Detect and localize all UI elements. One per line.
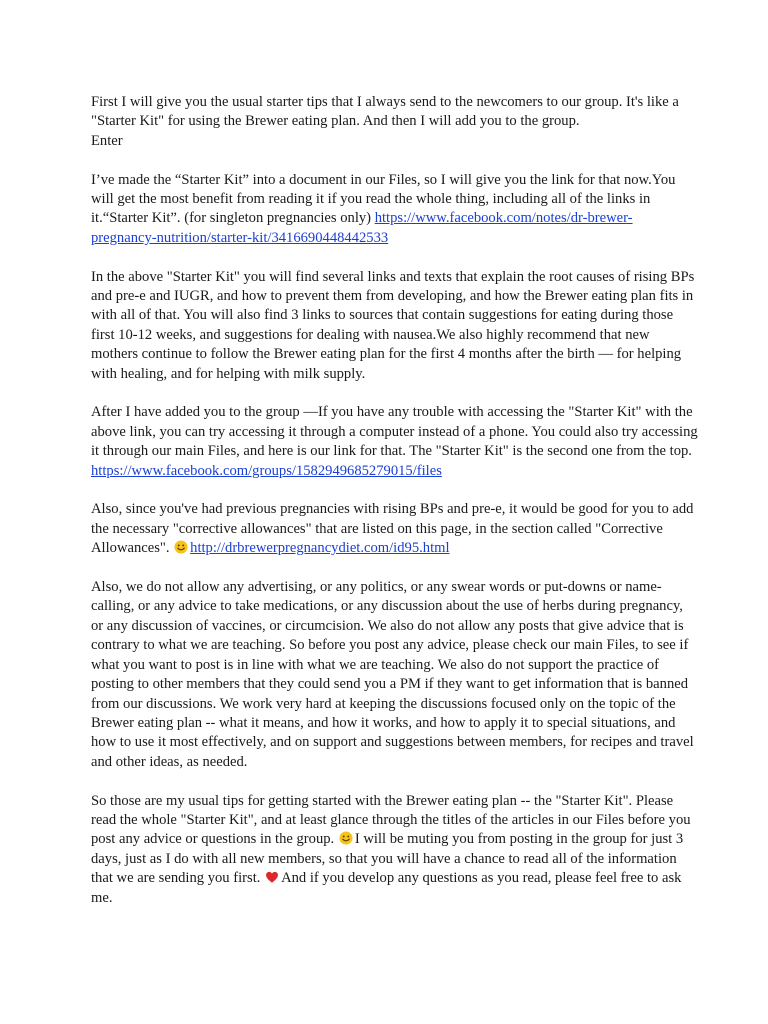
paragraph-intro (91, 93, 698, 151)
paragraph-gap (91, 151, 698, 170)
paragraph-gap (91, 481, 698, 500)
paragraph-starter-kit-contents (91, 268, 698, 384)
paragraph-group-rules (91, 578, 698, 772)
paragraph-files-access (91, 403, 698, 481)
files-access-text: After I have added you to the group —If you have any trouble with accessing the "Starter Kit" with the above link, you can try accessing it through a computer instead of a phone. You could also try accessing it through our main Files, and here is our link for that. The "Starter Kit" is the second one from the top. (91, 404, 698, 460)
smiley-emoji-icon (174, 540, 188, 554)
paragraph-gap (91, 559, 698, 578)
closing-text-c: And if you develop any questions as you read, please feel free to ask me. (91, 870, 682, 906)
starter-kit-text: I’ve made the “Starter Kit” into a document in our Files, so I will give you the link for that now.You will get the most benefit from reading it if you read the whole thing, including all of the links in it.“Starter Kit”. (for singleton pregnancies only) (91, 171, 676, 227)
closing-text-b: I will be muting you from posting in the group for just 3 days, just as I do with all new members, so that you will have a chance to read all of the information that we are sending you first. (91, 831, 684, 887)
group-rules-text: Also, we do not allow any advertising, or any politics, or any swear words or put-downs or name-calling, or any advice to take medications, or any discussion about the use of herbs during pregnancy, or any discussion of vaccines, or circumcision. We also do not allow any posts that give advice that is contrary to what we are teaching. So before you post any advice, please check our main Files, to see if what you want to post is in line with what we are teaching. We also do not support the practice of posting to other members that they could send you a PM if they want to get information that is banned from our discussions. We work very hard at keeping the discussions focused only on the topic of the Brewer eating plan -- what it means, and how it works, and how to apply it to special situations, and how to use it most effectively, and on support and suggestions between members, for recipes and travel and other ideas, as needed. (91, 579, 694, 770)
red-heart-emoji-icon (265, 870, 279, 884)
intro-text: First I will give you the usual starter tips that I always send to the newcomers to our group. It's like a "Starter Kit" for using the Brewer eating plan. And then I will add you to the group. (91, 94, 679, 130)
paragraph-corrective-allowances (91, 500, 698, 558)
paragraph-starter-kit-link (91, 171, 698, 249)
starter-kit-contents-text: In the above "Starter Kit" you will find several links and texts that explain the root causes of rising BPs and pre-e and IUGR, and how to prevent them from developing, and how the Brewer eating plan fits in with all of that. You will also find 3 links to sources that contain suggestions for eating during those first 10-12 weeks, and suggestions for dealing with nausea.We also highly recommend that new mothers continue to follow the Brewer eating plan for the first 4 months after the birth — for helping with healing, and for helping with milk supply. (91, 268, 695, 382)
starter-kit-link[interactable]: https://www.facebook.com/notes/dr-brewer-pregnancy-nutrition/starter-kit/3416690448442533 (91, 210, 633, 246)
corrective-allowances-text: Also, since you've had previous pregnancies with rising BPs and pre-e, it would be good for you to add the necessary "corrective allowances" that are listed on this page, in the section called "Corrective Allowances". (91, 501, 694, 557)
corrective-allowances-link[interactable]: http://drbrewerpregnancydiet.com/id95.html (190, 540, 450, 557)
closing-text-a: So those are my usual tips for getting started with the Brewer eating plan -- the "Starter Kit". Please read the whole "Starter Kit", and at least glance through the titles of the articles in our Files before you post any advice or questions in the group. (91, 792, 691, 848)
paragraph-closing (91, 792, 698, 908)
smiley-emoji-icon (339, 831, 353, 845)
paragraph-gap (91, 772, 698, 791)
intro-enter-text: Enter (91, 132, 123, 149)
group-files-link[interactable]: https://www.facebook.com/groups/1582949685279015/files (91, 462, 442, 479)
paragraph-gap (91, 248, 698, 267)
paragraph-gap (91, 384, 698, 403)
